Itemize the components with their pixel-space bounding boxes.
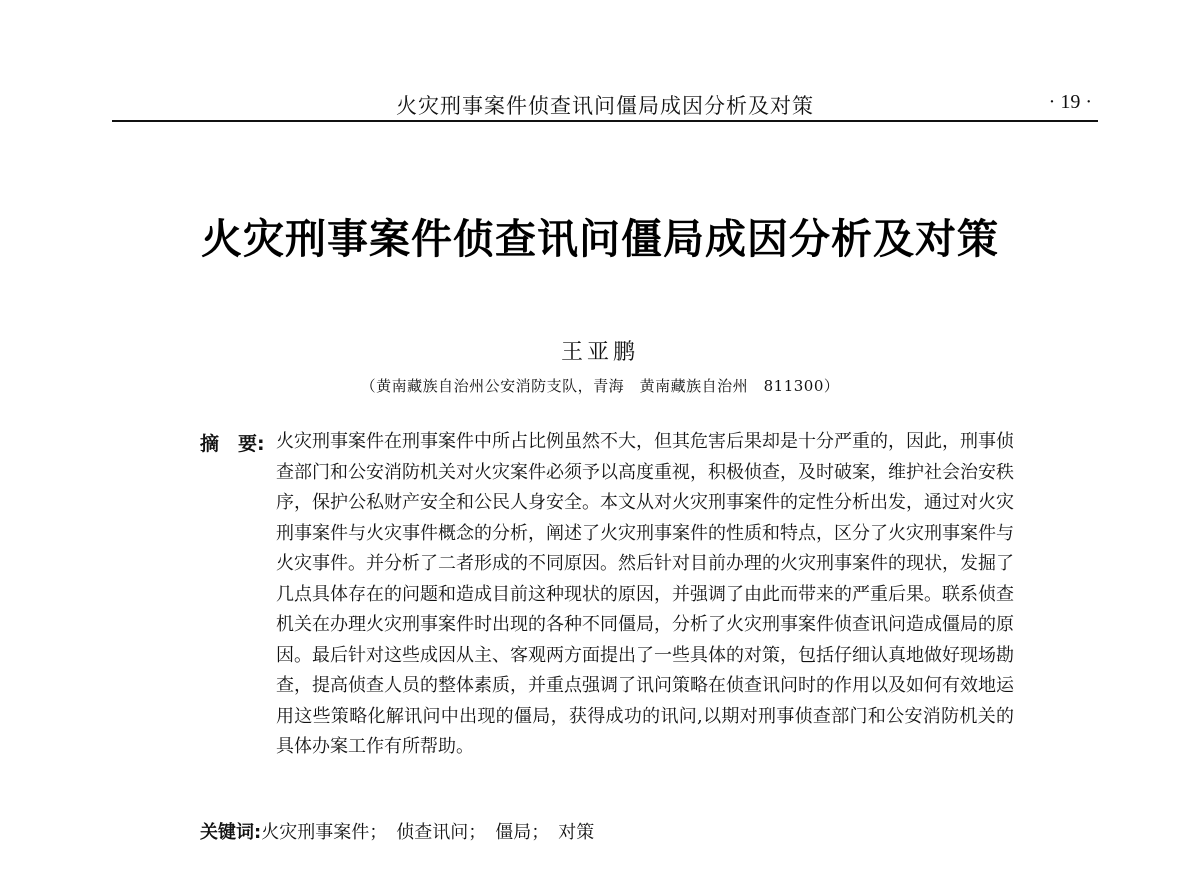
- keywords-text: 火灾刑事案件； 侦查讯问； 僵局； 对策: [261, 822, 595, 843]
- article-title: 火灾刑事案件侦查讯问僵局成因分析及对策: [201, 215, 999, 263]
- abstract-text: 火灾刑事案件在刑事案件中所占比例虽然不大，但其危害后果却是十分严重的，因此，刑事侦查部门和公安消防机关对火灾案件必须予以高度重视，积极侦查，及时破案，维护社会治安秩序，保护公私财产安全和公民人身安全。本文从对火灾刑事案件的定性分析出发，通过对火灾刑事案件与火灾事件概念的分析，阐述了火灾刑事案件的性质和特点，区分了火灾刑事案件与火灾事件。并分析了二者形成的不同原因。然后针对目前办理的火灾刑事案件的现状，发掘了几点具体存在的问题和造成目前这种现状的原因，并强调了由此而带来的严重后果。联系侦查机关在办理火灾刑事案件时出现的各种不同僵局，分析了火灾刑事案件侦查讯问造成僵局的原因。最后针对这些成因从主、客观两方面提出了一些具体的对策，包括仔细认真地做好现场勘查，提高侦查人员的整体素质，并重点强调了讯问策略在侦查讯问时的作用以及如何有效地运用这些策略化解讯问中出现的僵局，获得成功的讯问,以期对刑事侦查部门和公安消防机关的具体办案工作有所帮助。: [276, 431, 1014, 757]
- keywords-label: 关键词:: [200, 822, 262, 843]
- running-head: [112, 86, 1098, 122]
- keywords: [200, 818, 594, 844]
- page-number: · 19 ·: [1048, 91, 1092, 113]
- author-name: 王亚鹏: [560, 340, 639, 365]
- author-affiliation: （黄南藏族自治州公安消防支队，青海 黄南藏族自治州 811300）: [360, 377, 840, 395]
- abstract-label: 摘 要:: [200, 433, 265, 455]
- running-head-title: 火灾刑事案件侦查讯问僵局成因分析及对策: [396, 94, 814, 118]
